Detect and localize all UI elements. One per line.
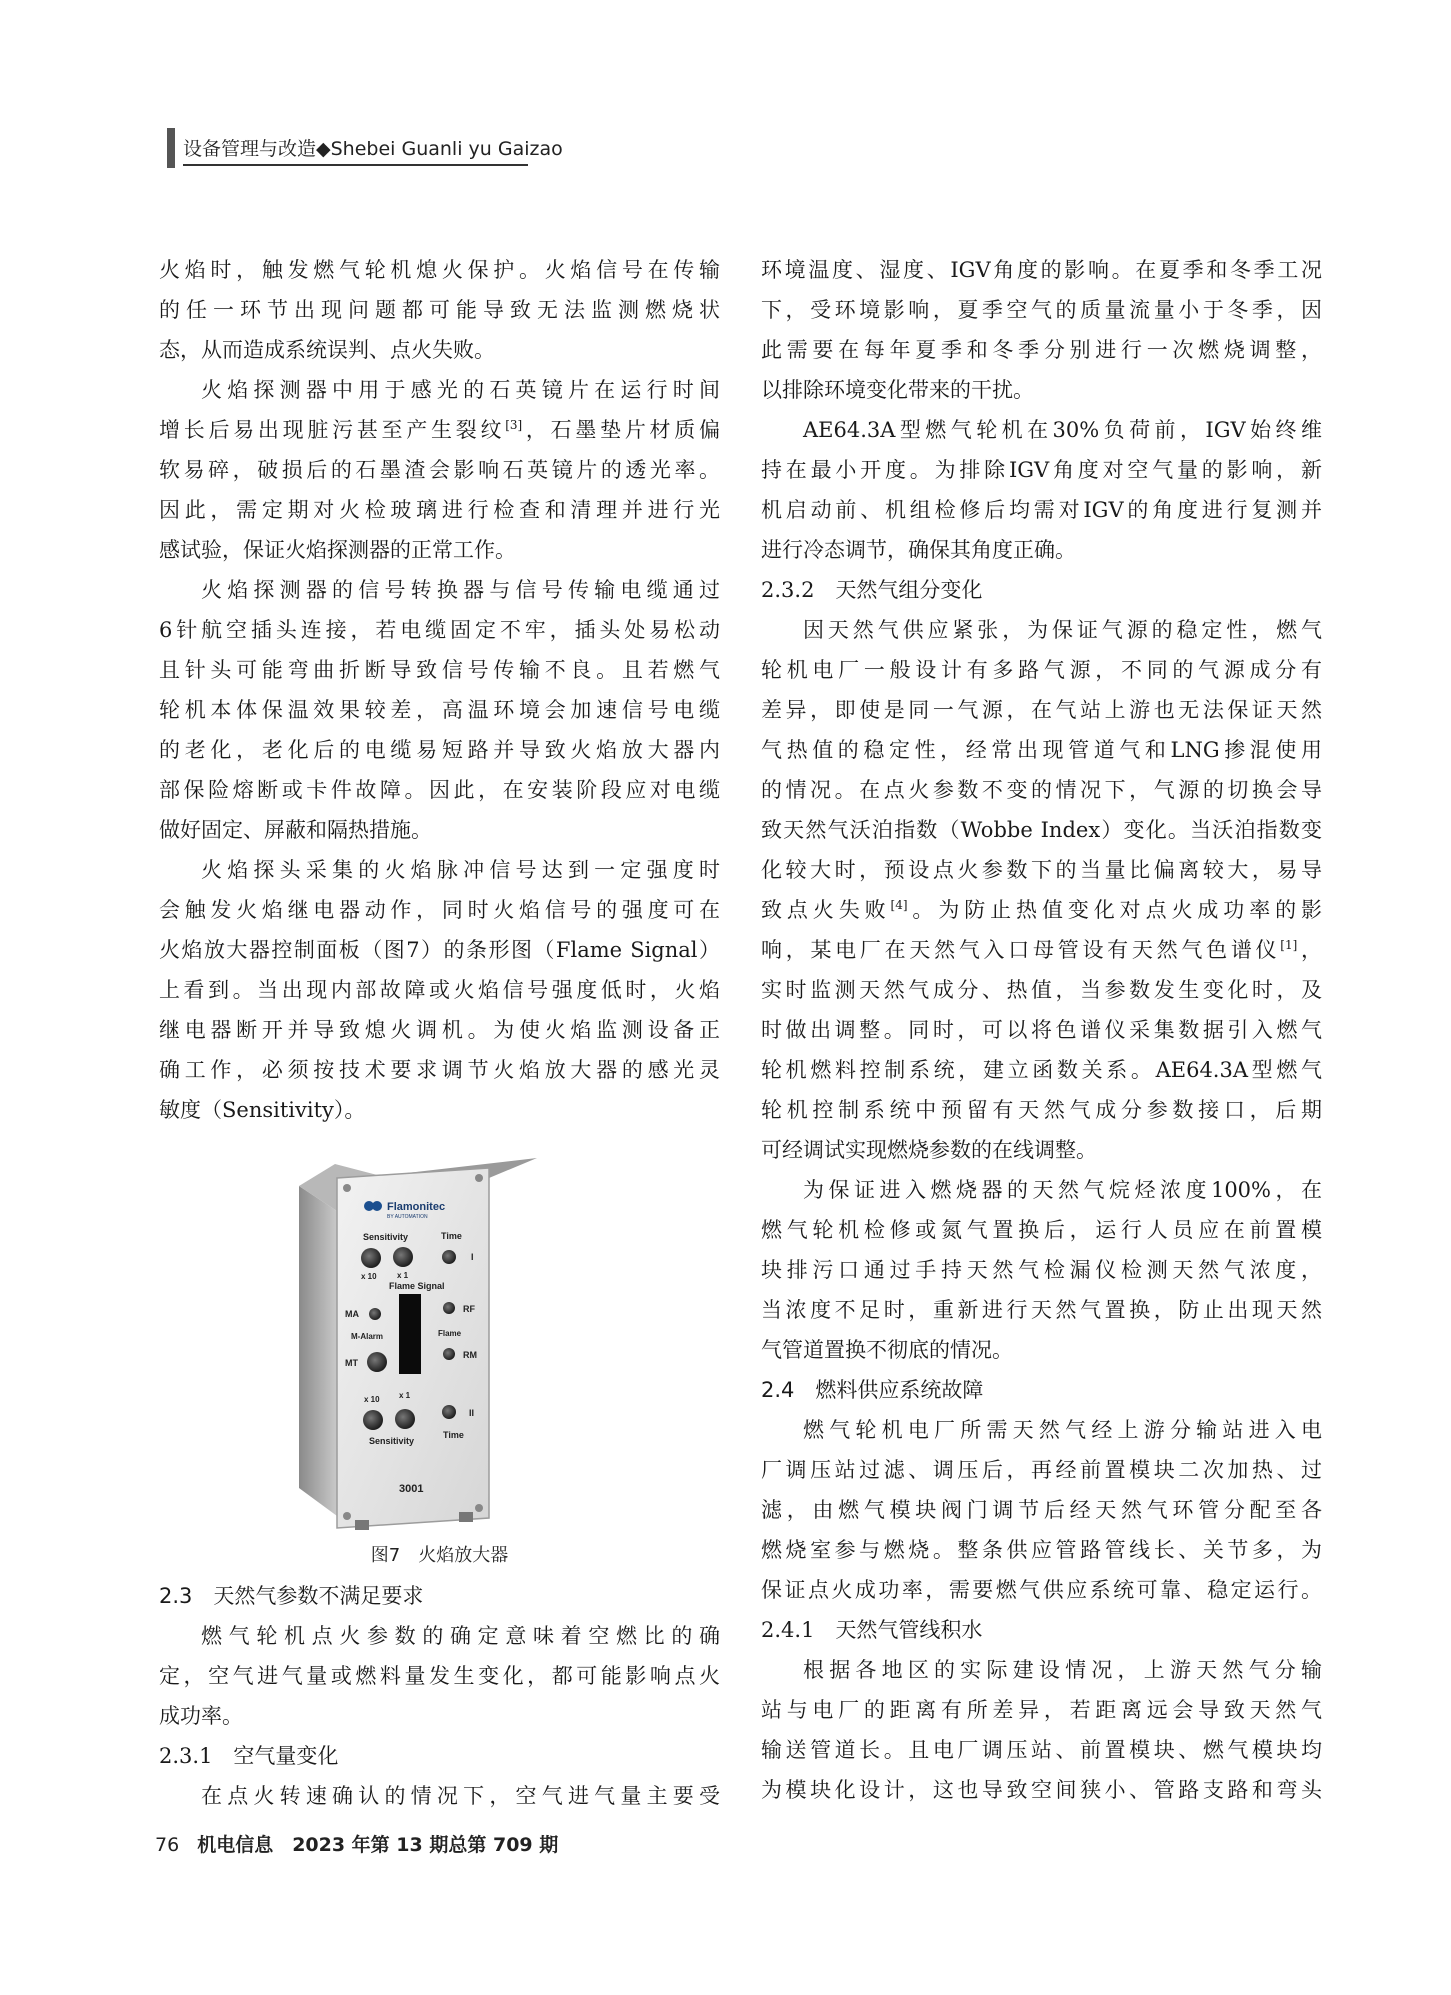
text-line: 会触发火焰继电器动作，同时火焰信号的强度可在 [159, 898, 720, 922]
text-line: 当浓度不足时，重新进行天然气置换，防止出现天然 [761, 1298, 1322, 1322]
text-line: 感试验，保证火焰探测器的正常工作。 [159, 538, 516, 562]
text-line: 2.3 天然气参数不满足要求 [159, 1584, 424, 1608]
brand-name: Flamonitec [387, 1201, 446, 1213]
label-mt: MT [345, 1358, 358, 1368]
citation-marker: [1] [1280, 938, 1298, 952]
text-line: 块排污口通过手持天然气检漏仪检测天然气浓度， [761, 1258, 1322, 1282]
label-i: I [471, 1252, 474, 1262]
text-line: 实时监测天然气成分、热值，当参数发生变化时，及 [761, 978, 1322, 1002]
label-flame: Flame [438, 1329, 462, 1338]
label-x1-bottom: x 1 [399, 1391, 411, 1400]
label-flame-signal: Flame Signal [389, 1281, 445, 1291]
label-ma: MA [345, 1309, 359, 1319]
text-line: 轮机本体保温效果较差，高温环境会加速信号电缆 [159, 698, 720, 722]
figure-caption: 图7 火焰放大器 [370, 1545, 509, 1566]
text-line: 致点火失败[4]。为防止热值变化对点火成功率的影 [761, 898, 1323, 922]
sensitivity-x10-knob-bottom[interactable] [363, 1410, 383, 1430]
sensitivity-x10-knob-top[interactable] [361, 1248, 381, 1268]
text-line: AE64.3A型燃气轮机在30%负荷前，IGV始终维 [803, 418, 1322, 442]
journal-running-title: 设备管理与改造◆Shebei Guanli yu Gaizao [183, 138, 563, 160]
label-x10-top: x 10 [361, 1272, 377, 1281]
text-line: 站与电厂的距离有所差异，若距离远会导致天然气 [761, 1698, 1322, 1722]
citation-marker: [3] [505, 418, 523, 432]
label-time-top: Time [441, 1231, 462, 1241]
label-sensitivity-bottom: Sensitivity [369, 1436, 415, 1446]
text-line: 因此，需定期对火检玻璃进行检查和清理并进行光 [159, 498, 720, 522]
label-rm: RM [463, 1350, 477, 1360]
label-m-alarm: M-Alarm [351, 1332, 384, 1341]
text-line: 态，从而造成系统误判、点火失败。 [159, 338, 495, 362]
text-line: 确工作，必须按技术要求调节火焰放大器的感光灵 [159, 1058, 720, 1082]
text-line: 滤，由燃气模块阀门调节后经天然气环管分配至各 [761, 1498, 1322, 1522]
text-line: 以排除环境变化带来的干扰。 [761, 378, 1034, 402]
text-line: 厂调压站过滤、调压后，再经前置模块二次加热、过 [761, 1458, 1322, 1482]
text-line: 火焰放大器控制面板（图7）的条形图（Flame Signal） [159, 938, 720, 962]
citation-marker: [4] [890, 898, 908, 912]
label-ii: II [469, 1408, 475, 1418]
right-text-block [761, 250, 1322, 1810]
text-line: 轮机控制系统中预留有天然气成分参数接口，后期 [761, 1098, 1322, 1122]
rm-jack[interactable] [443, 1348, 455, 1360]
text-line: 燃气轮机检修或氮气置换后，运行人员应在前置模 [761, 1218, 1322, 1242]
handle-right [459, 1512, 473, 1522]
text-line: 气管道置换不彻底的情况。 [761, 1338, 1013, 1362]
text-line: 致天然气沃泊指数（Wobbe Index）变化。当沃泊指数变 [761, 818, 1322, 842]
text-line: 输送管道长。且电厂调压站、前置模块、燃气模块均 [761, 1738, 1322, 1762]
text-line: 且针头可能弯曲折断导致信号传输不良。且若燃气 [159, 658, 720, 682]
rf-jack[interactable] [443, 1302, 455, 1314]
text-line: 环境温度、湿度、IGV角度的影响。在夏季和冬季工况 [761, 258, 1322, 282]
text-line: 响，某电厂在天然气入口母管设有天然气色谱仪[1]， [761, 938, 1323, 962]
header-rule [183, 164, 528, 166]
brand-sub: BY AUTOMATION [387, 1214, 428, 1220]
text-line: 增长后易出现脏污甚至产生裂纹[3]，石墨垫片材质偏 [159, 418, 721, 442]
header-bar [167, 128, 175, 168]
text-line: 2.4 燃料供应系统故障 [761, 1378, 984, 1402]
text-line: 持在最小开度。为排除IGV角度对空气量的影响，新 [761, 458, 1322, 482]
sensitivity-x1-knob-top[interactable] [393, 1247, 413, 1267]
sensitivity-x1-knob-bottom[interactable] [395, 1409, 415, 1429]
flame-signal-bar-display [399, 1294, 421, 1374]
text-line: 为保证进入燃烧器的天然气烷烃浓度100%，在 [803, 1178, 1322, 1202]
text-line: 敏度（Sensitivity）。 [159, 1098, 366, 1122]
text-line: 因天然气供应紧张，为保证气源的稳定性，燃气 [803, 618, 1322, 642]
text-line: 6针航空插头连接，若电缆固定不牢，插头处易松动 [159, 618, 720, 642]
label-model-number: 3001 [399, 1483, 424, 1495]
label-rf: RF [463, 1304, 475, 1314]
label-sensitivity-top: Sensitivity [363, 1232, 409, 1242]
page-footer [155, 1830, 558, 1857]
text-line: 部保险熔断或卡件故障。因此，在安装阶段应对电缆 [159, 778, 720, 802]
text-line: 气热值的稳定性，经常出现管道气和LNG掺混使用 [761, 738, 1322, 762]
page-number: 76 [155, 1834, 180, 1856]
text-line: 的老化，老化后的电缆易短路并导致火焰放大器内 [159, 738, 720, 762]
text-line: 软易碎，破损后的石墨渣会影响石英镜片的透光率。 [159, 458, 720, 482]
running-header [167, 128, 767, 168]
text-line: 化较大时，预设点火参数下的当量比偏离较大，易导 [761, 858, 1322, 882]
text-line: 在点火转速确认的情况下，空气进气量主要受 [201, 1784, 720, 1808]
text-line: 下，受环境影响，夏季空气的质量流量小于冬季，因 [761, 298, 1322, 322]
text-line: 轮机电厂一般设计有多路气源，不同的气源成分有 [761, 658, 1322, 682]
text-line: 可经调试实现燃烧参数的在线调整。 [761, 1138, 1097, 1162]
text-line: 定，空气进气量或燃料量发生变化，都可能影响点火 [159, 1664, 720, 1688]
text-line: 差异，即使是同一气源，在气站上游也无法保证天然 [761, 698, 1322, 722]
text-line: 成功率。 [159, 1704, 243, 1728]
text-line: 进行冷态调节，确保其角度正确。 [761, 538, 1076, 562]
time-knob-top[interactable] [442, 1250, 456, 1264]
text-line: 上看到。当出现内部故障或火焰信号强度低时，火焰 [159, 978, 720, 1002]
text-line: 此需要在每年夏季和冬季分别进行一次燃烧调整， [761, 338, 1322, 362]
text-line: 的情况。在点火参数不变的情况下，气源的切换会导 [761, 778, 1322, 802]
text-line: 做好固定、屏蔽和隔热措施。 [159, 818, 432, 842]
text-line: 根据各地区的实际建设情况，上游天然气分输 [803, 1658, 1322, 1682]
text-line: 2.4.1 天然气管线积水 [761, 1618, 983, 1642]
text-line: 时做出调整。同时，可以将色谱仪采集数据引入燃气 [761, 1018, 1322, 1042]
left-text-block-top [159, 250, 720, 1130]
text-line: 火焰探测器的信号转换器与信号传输电缆通过 [201, 578, 720, 602]
handle-left [355, 1520, 369, 1530]
left-text-block-bottom [159, 1576, 720, 1816]
text-line: 燃气轮机点火参数的确定意味着空燃比的确 [201, 1624, 720, 1648]
text-line: 保证点火成功率，需要燃气供应系统可靠、稳定运行。 [761, 1578, 1322, 1602]
ma-jack[interactable] [369, 1308, 381, 1320]
text-line: 火焰探头采集的火焰脉冲信号达到一定强度时 [201, 858, 720, 882]
figure-flame-amplifier [159, 1136, 720, 1536]
mt-knob[interactable] [367, 1352, 387, 1372]
text-line: 2.3.2 天然气组分变化 [761, 578, 983, 602]
text-line: 为模块化设计，这也导致空间狭小、管路支路和弯头 [761, 1778, 1322, 1802]
text-line: 2.3.1 空气量变化 [159, 1744, 339, 1768]
text-line: 燃气轮机电厂所需天然气经上游分输站进入电 [803, 1418, 1322, 1442]
journal-issue: 机电信息 2023 年第 13 期总第 709 期 [197, 1834, 559, 1856]
text-line: 继电器断开并导致熄火调机。为使火焰监测设备正 [159, 1018, 720, 1042]
left-column [159, 250, 720, 1816]
flame-amplifier-photo [159, 1136, 720, 1536]
time-knob-bottom[interactable] [442, 1405, 456, 1419]
text-line: 火焰探测器中用于感光的石英镜片在运行时间 [201, 378, 720, 402]
text-line: 燃烧室参与燃烧。整条供应管路管线长、关节多，为 [761, 1538, 1322, 1562]
text-line: 火焰时，触发燃气轮机熄火保护。火焰信号在传输 [159, 258, 720, 282]
label-x1-top: x 1 [397, 1271, 409, 1280]
text-line: 轮机燃料控制系统，建立函数关系。AE64.3A型燃气 [761, 1058, 1322, 1082]
text-line: 的任一环节出现问题都可能导致无法监测燃烧状 [159, 298, 720, 322]
text-line: 机启动前、机组检修后均需对IGV的角度进行复测并 [761, 498, 1322, 522]
label-x10-bottom: x 10 [364, 1395, 380, 1404]
label-time-bottom: Time [443, 1430, 464, 1440]
right-column [761, 250, 1322, 1810]
